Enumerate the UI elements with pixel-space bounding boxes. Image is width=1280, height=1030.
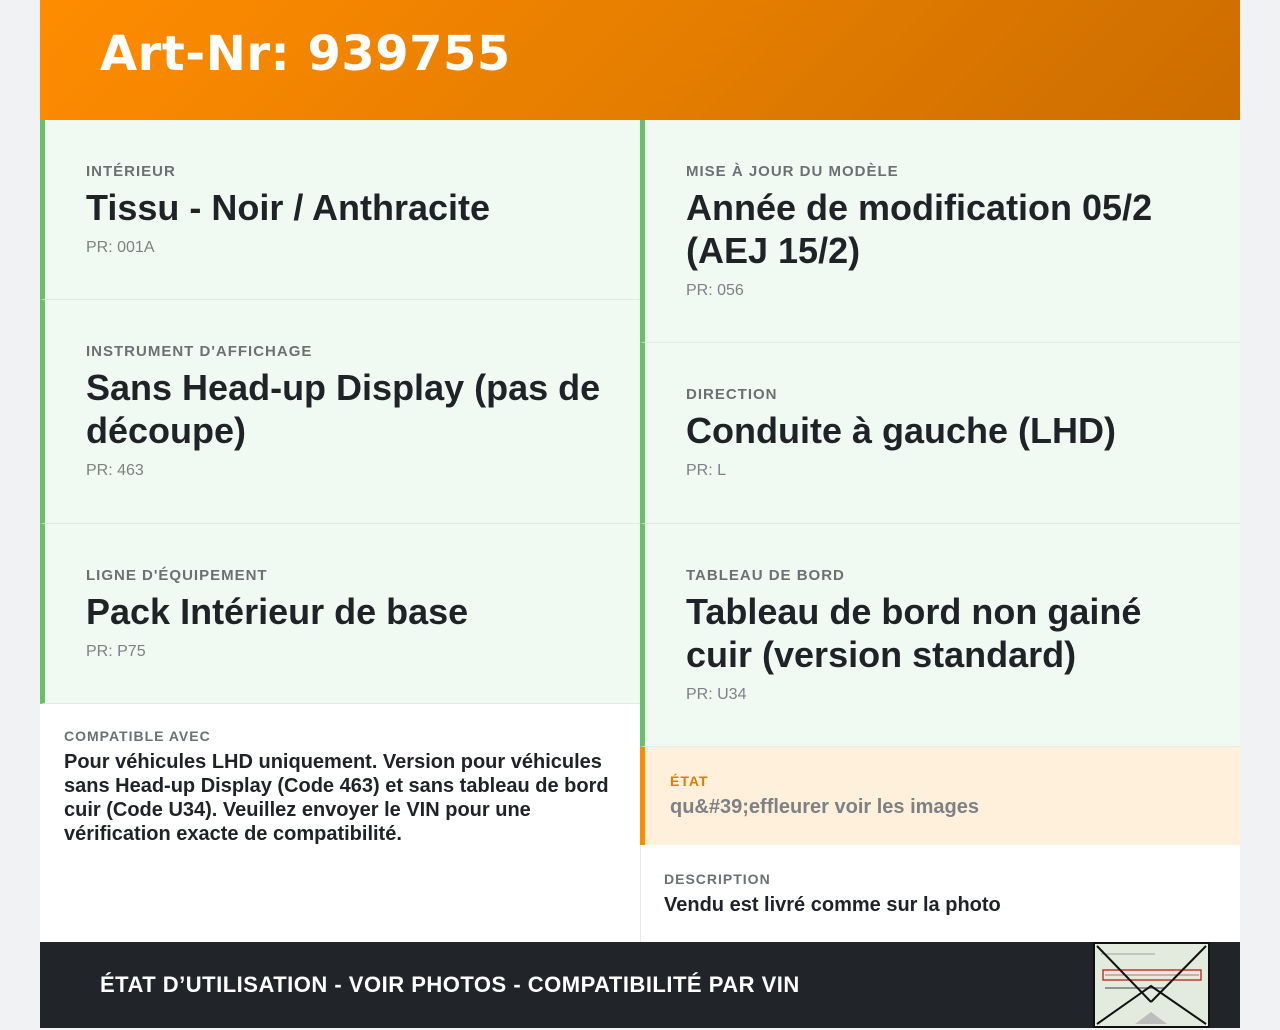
description-section [640, 845, 1240, 942]
etat-text: qu&#39;effleurer voir les images [670, 796, 980, 818]
spec-value: Année de modification 05/2 (AEJ 15/2) [686, 187, 1153, 271]
spec-value: Pack Intérieur de base [86, 591, 469, 632]
spec-value: Sans Head-up Display (pas de découpe) [86, 367, 601, 451]
spec-tableau-de-bord [640, 524, 1240, 747]
spec-label: LIGNE D'ÉQUIPEMENT [86, 567, 268, 584]
footer-bar [40, 942, 1240, 1028]
spec-ligne-equipement [40, 524, 640, 704]
spec-pr-code: PR: 056 [686, 282, 744, 299]
spec-label: MISE À JOUR DU MODÈLE [686, 163, 899, 180]
description-text: Vendu est livré comme sur la photo [664, 894, 1001, 916]
spec-direction [640, 343, 1240, 524]
spec-label: TABLEAU DE BORD [686, 567, 845, 584]
etat-section [640, 747, 1240, 845]
header-banner [40, 0, 1240, 120]
spec-pr-code: PR: L [686, 462, 727, 479]
spec-pr-code: PR: 001A [86, 239, 155, 256]
description-label: DESCRIPTION [664, 871, 771, 887]
spec-value: Conduite à gauche (LHD) [686, 410, 1116, 451]
etat-label: ÉTAT [670, 773, 709, 789]
spec-pr-code: PR: 463 [86, 462, 144, 479]
spec-mise-a-jour [640, 120, 1240, 343]
compatibility-label: COMPATIBLE AVEC [64, 728, 211, 744]
article-number-title: Art-Nr: 939755 [100, 26, 511, 82]
spec-pr-code: PR: U34 [686, 686, 747, 703]
left-column [40, 120, 641, 942]
spec-interieur [40, 120, 640, 300]
spec-label: INTÉRIEUR [86, 163, 176, 180]
spec-instrument [40, 300, 640, 524]
right-column [640, 120, 1240, 942]
compatibility-text: Pour véhicules LHD uniquement. Version pour véhicules sans Head-up Display (Code 463) et sans tableau de bord cuir (Code U34). Veuillez envoyer le VIN pour une vérification exacte de compatibilité. [64, 751, 609, 845]
spec-value: Tableau de bord non gainé cuir (version standard) [686, 591, 1142, 675]
spec-label: DIRECTION [686, 386, 778, 403]
product-sheet [40, 0, 1240, 1028]
spec-value: Tissu - Noir / Anthracite [86, 187, 491, 228]
spec-label: INSTRUMENT D'AFFICHAGE [86, 343, 313, 360]
vehicle-document-thumbnail[interactable] [1093, 942, 1210, 1028]
compatibility-section [40, 704, 640, 942]
document-image-icon [1095, 944, 1208, 1026]
footer-slogan: ÉTAT D’UTILISATION - VOIR PHOTOS - COMPATIBILITÉ PAR VIN [100, 972, 800, 997]
spec-pr-code: PR: P75 [86, 643, 146, 660]
